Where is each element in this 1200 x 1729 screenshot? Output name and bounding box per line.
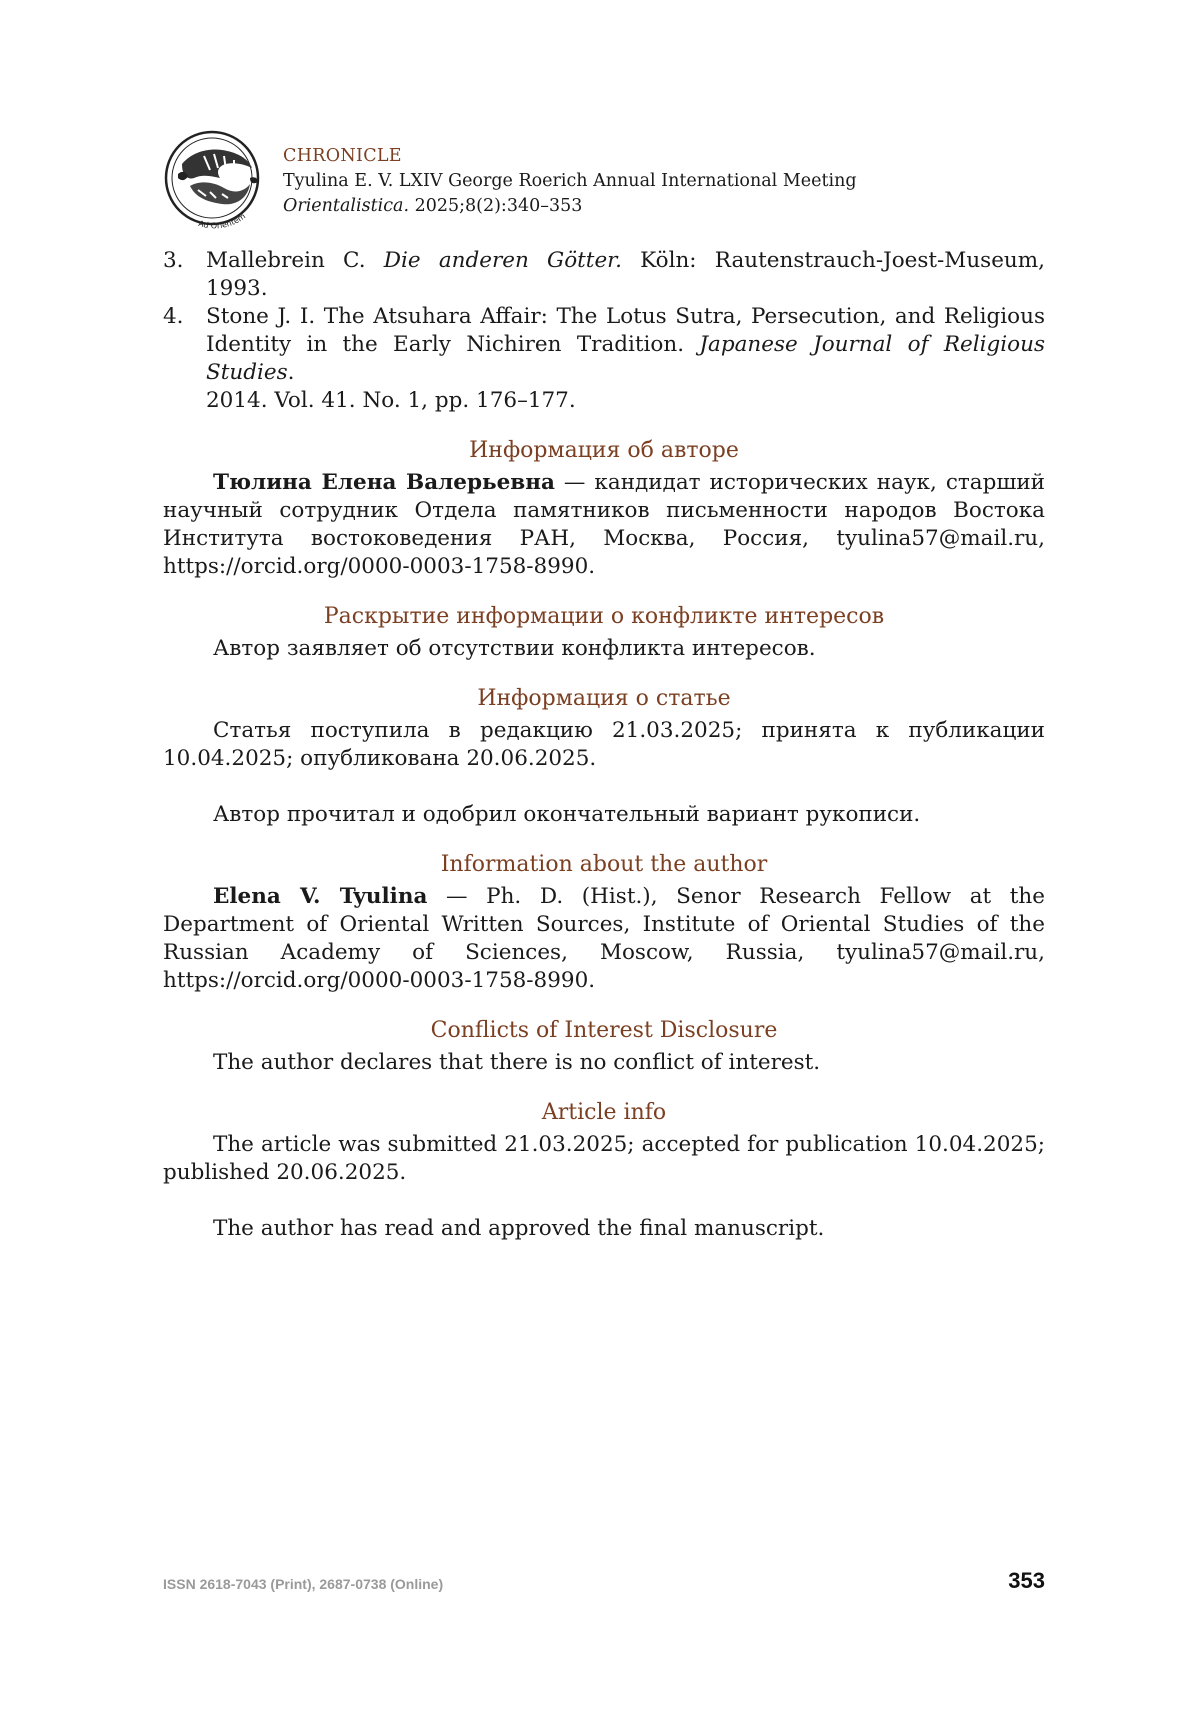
ru-author-info: Тюлина Елена Валерьевна — кандидат исторических наук, старший научный сотрудник Отдела памятников письменности народов Востока Института востоковедения РАН, Москва, Россия, tyulina57@mail.ru, https://orcid.org/0000-0003-1758-8990. bbox=[163, 470, 1045, 579]
reference-list bbox=[163, 247, 1045, 415]
svg-text:Ad Orientem: Ad Orientem bbox=[197, 211, 248, 230]
journal-citation bbox=[283, 194, 857, 219]
en-article-dates: The article was submitted 21.03.2025; accepted for publication 10.04.2025; published 20.06.2025. bbox=[163, 1132, 1045, 1185]
reference-number: 3. bbox=[163, 248, 184, 273]
ru-conflict-text: Автор заявляет об отсутствии конфликта интересов. bbox=[213, 636, 816, 661]
en-article-heading: Article info bbox=[541, 1100, 667, 1125]
section-label: CHRONICLE bbox=[283, 146, 402, 166]
ru-approval-text: Автор прочитал и одобрил окончательный вариант рукописи. bbox=[213, 802, 921, 827]
journal-logo bbox=[160, 126, 272, 230]
header-text-block bbox=[283, 144, 857, 219]
en-author-info: Elena V. Tyulina — Ph. D. (Hist.), Senor Research Fellow at the Department of Oriental Written Sources, Institute of Oriental Studies of the Russian Academy of Sciences, Moscow, Russia, tyulina57@mail.ru, https://orcid.org/0000-0003-1758-8990. bbox=[163, 884, 1045, 993]
journal-name: Orientalistica. bbox=[283, 196, 410, 216]
en-conflict-heading: Conflicts of Interest Disclosure bbox=[430, 1018, 778, 1043]
en-author-heading: Information about the author bbox=[440, 852, 768, 877]
reference-title: Japanese Journal of Religious Studies bbox=[206, 332, 1045, 385]
page-number: 353 bbox=[1008, 1568, 1045, 1593]
ru-conflict-heading: Раскрытие информации о конфликте интересов bbox=[323, 604, 885, 629]
journal-issue: 2025;8(2):340–353 bbox=[409, 196, 583, 216]
footer-issn: ISSN 2618-7043 (Print), 2687-0738 (Online) bbox=[163, 1576, 444, 1592]
en-author-name: Elena V. Tyulina bbox=[213, 884, 428, 909]
ru-article-heading: Информация о статье bbox=[477, 686, 731, 711]
article-body bbox=[163, 247, 1045, 1243]
article-citation: Tyulina E. V. LXIV George Roerich Annual International Meeting bbox=[283, 171, 857, 191]
en-approval-text: The author has read and approved the final manuscript. bbox=[213, 1216, 825, 1241]
page-header bbox=[160, 126, 1060, 231]
reference-item: 3. Mallebrein C. Die anderen Götter. Köln: Rautenstrauch-Joest-Museum, 1993. bbox=[163, 248, 1045, 301]
reference-item: 4. Stone J. I. The Atsuhara Affair: The Lotus Sutra, Persecution, and Religious Identity in the Early Nichiren Tradition. Japanese Journal of Religious Studies. 2014. Vol. 41. No. 1, pp. 176–177. bbox=[163, 304, 1045, 413]
en-conflict-text: The author declares that there is no conflict of interest. bbox=[213, 1050, 821, 1075]
ru-article-dates: Статья поступила в редакцию 21.03.2025; принята к публикации 10.04.2025; опубликована 20.06.2025. bbox=[163, 718, 1045, 771]
ru-author-heading: Информация об авторе bbox=[469, 438, 739, 463]
reference-title: Die anderen Götter. bbox=[383, 248, 622, 273]
ru-author-name: Тюлина Елена Валерьевна bbox=[213, 470, 555, 495]
reference-number: 4. bbox=[163, 304, 184, 329]
